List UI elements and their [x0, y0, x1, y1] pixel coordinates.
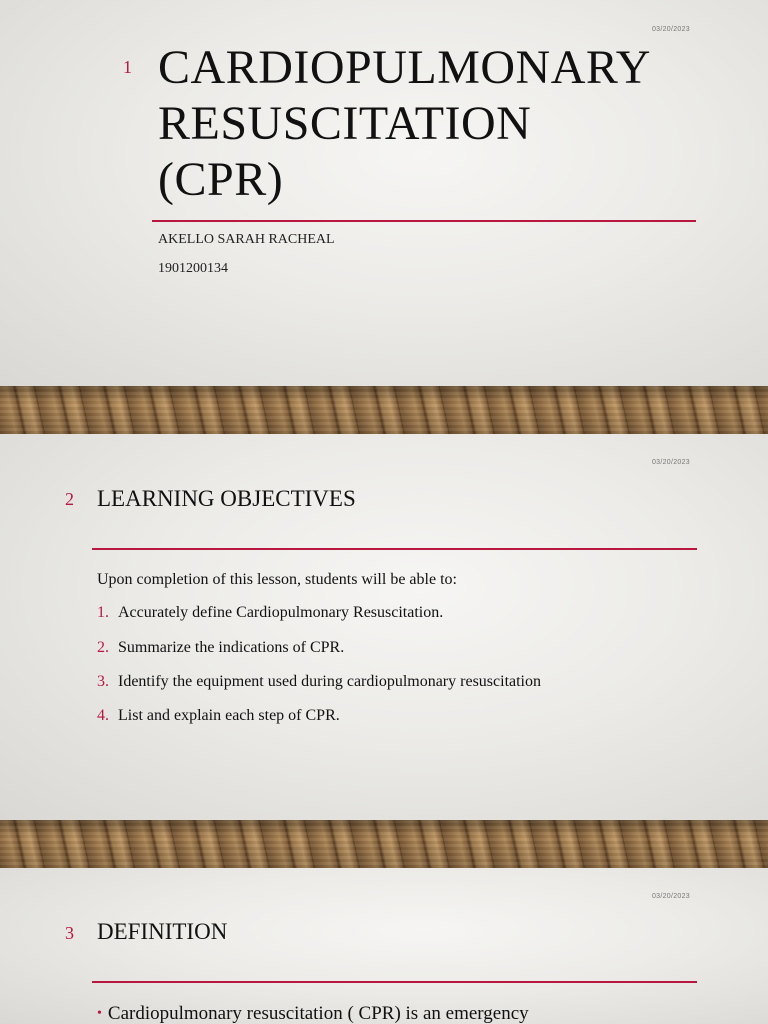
- objective-item: [97, 639, 344, 657]
- objective-number: 3.: [97, 673, 109, 690]
- wood-floor-divider: [0, 820, 768, 868]
- objective-item: [97, 604, 443, 622]
- slide-title: [158, 40, 651, 208]
- slide-date: 03/20/2023: [651, 459, 690, 466]
- bullet-icon: •: [97, 1006, 102, 1021]
- slide-date: 03/20/2023: [651, 26, 690, 33]
- slide-1: [0, 0, 768, 386]
- bullet-text: Cardiopulmonary resuscitation ( CPR) is an emergency: [107, 1003, 529, 1024]
- objective-item: [97, 707, 340, 725]
- author-name: AKELLO SARAH RACHEAL: [158, 232, 335, 247]
- title-line: (CPR): [158, 153, 284, 206]
- slide-number: 2: [65, 489, 74, 509]
- objective-text: Accurately define Cardiopulmonary Resuscitation.: [118, 604, 444, 621]
- slide-3: [0, 868, 768, 1024]
- title-line: RESUSCITATION: [158, 97, 532, 150]
- objective-text: Identify the equipment used during cardiopulmonary resuscitation: [118, 673, 541, 690]
- slide-number: 3: [65, 923, 74, 943]
- title-divider: [92, 548, 697, 550]
- definition-bullet: [97, 1003, 529, 1024]
- student-id: 1901200134: [158, 261, 228, 276]
- slide-date: 03/20/2023: [651, 893, 690, 900]
- objective-number: 2.: [97, 639, 109, 656]
- objective-text: List and explain each step of CPR.: [118, 707, 340, 724]
- intro-text: Upon completion of this lesson, students will be able to:: [97, 571, 457, 588]
- objective-number: 1.: [97, 604, 109, 621]
- objective-text: Summarize the indications of CPR.: [118, 639, 345, 656]
- title-divider: [92, 981, 697, 983]
- title-line: CARDIOPULMONARY: [158, 41, 651, 94]
- objective-item: [97, 673, 541, 691]
- slide-title: DEFINITION: [97, 919, 228, 944]
- title-divider: [152, 220, 696, 222]
- wood-floor-divider: [0, 386, 768, 434]
- slide-2: [0, 434, 768, 820]
- objective-number: 4.: [97, 707, 109, 724]
- slide-title: LEARNING OBJECTIVES: [97, 486, 356, 511]
- slide-number: 1: [123, 57, 132, 77]
